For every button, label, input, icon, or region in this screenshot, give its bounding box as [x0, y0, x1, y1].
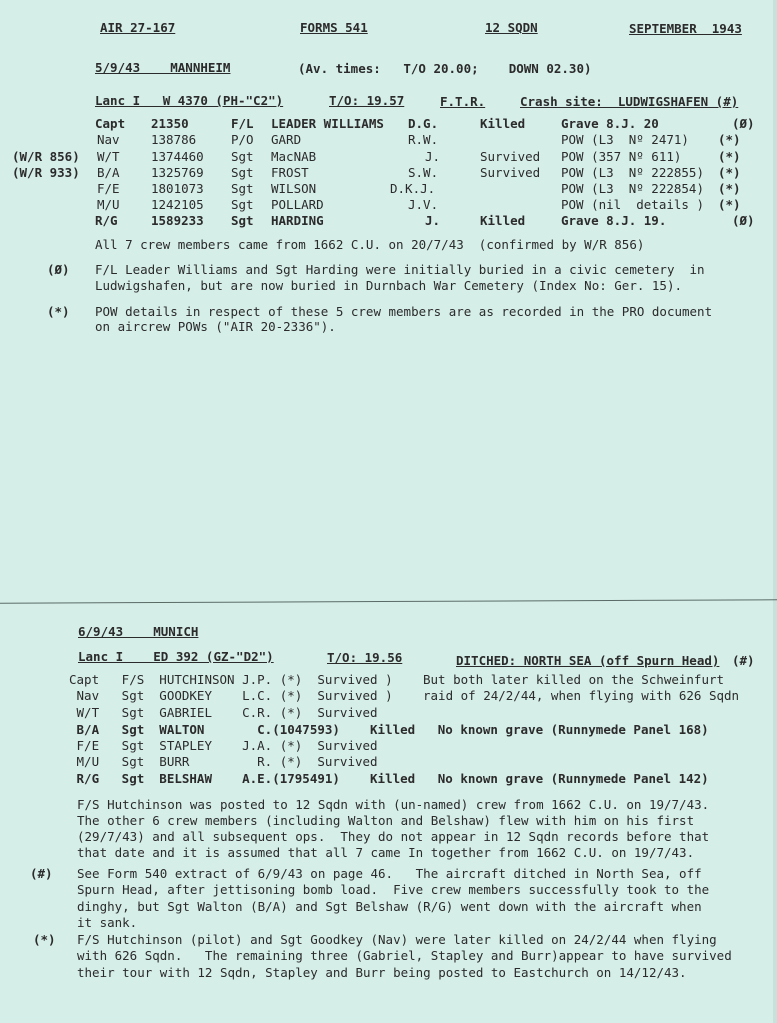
crew1-rank: Sgt — [231, 181, 254, 196]
crew1-detail: POW (357 Nº 611) — [561, 149, 682, 164]
crew1-rank: Sgt — [231, 197, 254, 212]
crew1-rank: Sgt — [231, 165, 254, 180]
crew1-rank: P/O — [231, 132, 254, 147]
crew1-init: J. — [425, 149, 441, 164]
note1-line: Ludwigshafen, but are now buried in Durnbach War Cemetery (Index No: Ger. 15). — [95, 278, 682, 293]
crew1-detail: POW (L3 Nº 222855) — [561, 165, 704, 180]
note2-line: with 626 Sqdn. The remaining three (Gabriel, Stapley and Burr)appear to have survived — [77, 948, 732, 963]
crew1-role: F/E — [97, 181, 120, 196]
crew1-rank: Sgt — [231, 213, 254, 228]
crew1-status: Survived — [480, 165, 541, 180]
crew1-detail: POW (L3 Nº 2471) — [561, 132, 689, 147]
header-month: SEPTEMBER 1943 — [629, 21, 742, 36]
crew1-num: 1801073 — [151, 181, 204, 196]
crew1-note: (*) — [718, 181, 741, 196]
crew1-detail: POW (L3 Nº 222854) — [561, 181, 704, 196]
crew2-row: R/G Sgt BELSHAW A.E.(1795491) Killed No known grave (Runnymede Panel 142) — [69, 771, 709, 786]
crew1-num: 21350 — [151, 116, 189, 131]
crew1-note: (*) — [718, 132, 741, 147]
crew1-note: (*) — [718, 165, 741, 180]
crew1-note: (*) — [718, 149, 741, 164]
crew1-detail: POW (nil details ) — [561, 197, 704, 212]
crew1-detail: Grave 8.J. 19. — [561, 213, 667, 228]
crew1-init: R.W. — [408, 132, 439, 147]
crew1-num: 1374460 — [151, 149, 204, 164]
header-sqdn: 12 SQDN — [485, 20, 538, 35]
crew1-role: Nav — [97, 132, 120, 147]
para2-line: F/S Hutchinson was posted to 12 Sqdn with (un-named) crew from 1662 C.U. on 19/7/43. — [77, 797, 710, 812]
sortie1-ftr: F.T.R. — [440, 94, 486, 109]
note2-line: Spurn Head, after jettisoning bomb load. Five crew members successfully took to the — [77, 882, 710, 897]
crew1-mark: (W/R 856) — [12, 149, 80, 164]
crew1-note: (*) — [718, 197, 741, 212]
crew1-role: R/G — [95, 213, 118, 228]
crew2-row: W/T Sgt GABRIEL C.R. (*) Survived — [69, 705, 378, 720]
para2-line: The other 6 crew members (including Walton and Belshaw) flew with him on his first — [77, 813, 695, 828]
note2-mark: (*) — [33, 932, 56, 947]
crew1-name: HARDING — [271, 213, 324, 228]
sortie2-aircraft: Lanc I ED 392 (GZ-"D2") — [78, 649, 274, 664]
crew1-role: B/A — [97, 165, 120, 180]
crew1-detail: Grave 8.J. 20 — [561, 116, 659, 131]
crew2-row: B/A Sgt WALTON C.(1047593) Killed No known grave (Runnymede Panel 168) — [69, 722, 709, 737]
sortie1-date-target: 5/9/43 MANNHEIM — [95, 60, 231, 75]
header-ref: AIR 27-167 — [100, 20, 176, 35]
crew1-init: D.G. — [408, 116, 439, 131]
crew1-num: 138786 — [151, 132, 197, 147]
crew1-status: Killed — [480, 116, 526, 131]
sortie1-times: (Av. times: T/O 20.00; DOWN 02.30) — [298, 61, 592, 76]
sortie1-crash-site: Crash site: LUDWIGSHAFEN (#) — [520, 94, 739, 109]
crew1-num: 1325769 — [151, 165, 204, 180]
sortie1-aircraft: Lanc I W 4370 (PH-"C2") — [95, 93, 284, 108]
crew2-extra: raid of 24/2/44, when flying with 626 Sqdn — [423, 688, 740, 703]
section-divider — [0, 599, 777, 603]
crew2-row: Nav Sgt GOODKEY L.C. (*) Survived ) — [69, 688, 393, 703]
page-edge — [773, 0, 777, 1023]
note2-line: dinghy, but Sgt Walton (B/A) and Sgt Belshaw (R/G) went down with the aircraft when — [77, 899, 702, 914]
crew1-role: Capt — [95, 116, 126, 131]
para2-line: (29/7/43) and all subsequent ops. They do not appear in 12 Sqdn records before that — [77, 829, 710, 844]
note2-line: their tour with 12 Sqdn, Stapley and Burr being posted to Eastchurch on 14/12/43. — [77, 965, 687, 980]
note1-line: POW details in respect of these 5 crew members are as recorded in the PRO document — [95, 304, 713, 319]
crew1-num: 1242105 — [151, 197, 204, 212]
crew1-note: (Ø) — [732, 116, 755, 131]
crew1-name: WILSON — [271, 181, 317, 196]
crew1-name: LEADER WILLIAMS — [271, 116, 384, 131]
note2-line: F/S Hutchinson (pilot) and Sgt Goodkey (Nav) were later killed on 24/2/44 when flying — [77, 932, 717, 947]
note1-mark: (*) — [47, 304, 70, 319]
crew1-note: (Ø) — [732, 213, 755, 228]
crew1-role: W/T — [97, 149, 120, 164]
sortie2-date-target: 6/9/43 MUNICH — [78, 624, 199, 639]
crew1-init: D.K.J. — [390, 181, 436, 196]
crew1-name: GARD — [271, 132, 302, 147]
crew1-num: 1589233 — [151, 213, 204, 228]
crew2-row: M/U Sgt BURR R. (*) Survived — [69, 754, 378, 769]
crew1-init: J. — [425, 213, 441, 228]
crew1-rank: Sgt — [231, 149, 254, 164]
sortie1-takeoff: T/O: 19.57 — [329, 93, 405, 108]
note2-mark: (#) — [30, 866, 53, 881]
note2-line: it sank. — [77, 915, 138, 930]
para2-line: that date and it is assumed that all 7 came In together from 1662 C.U. on 19/7/43. — [77, 845, 695, 860]
crew1-status: Killed — [480, 213, 526, 228]
crew1-name: FROST — [271, 165, 309, 180]
note2-line: See Form 540 extract of 6/9/43 on page 46. The aircraft ditched in North Sea, off — [77, 866, 702, 881]
crew1-init: J.V. — [408, 197, 439, 212]
crew1-init: S.W. — [408, 165, 439, 180]
sortie2-takeoff: T/O: 19.56 — [327, 650, 403, 665]
crew2-row: Capt F/S HUTCHINSON J.P. (*) Survived ) — [69, 672, 393, 687]
note1-line: F/L Leader Williams and Sgt Harding were initially buried in a civic cemetery in — [95, 262, 705, 277]
crew1-mark: (W/R 933) — [12, 165, 80, 180]
sortie1-crew-note: All 7 crew members came from 1662 C.U. on 20/7/43 (confirmed by W/R 856) — [95, 237, 645, 252]
crew1-role: M/U — [97, 197, 120, 212]
crew1-name: MacNAB — [271, 149, 317, 164]
crew2-row: F/E Sgt STAPLEY J.A. (*) Survived — [69, 738, 378, 753]
note1-line: on aircrew POWs ("AIR 20-2336"). — [95, 319, 336, 334]
sortie2-ditched-mark: (#) — [732, 653, 755, 668]
sortie2-ditched: DITCHED: NORTH SEA (off Spurn Head) — [456, 653, 720, 668]
header-forms: FORMS 541 — [300, 20, 368, 35]
note1-mark: (Ø) — [47, 262, 70, 277]
crew1-name: POLLARD — [271, 197, 324, 212]
crew2-extra: But both later killed on the Schweinfurt — [423, 672, 725, 687]
crew1-status: Survived — [480, 149, 541, 164]
crew1-rank: F/L — [231, 116, 254, 131]
